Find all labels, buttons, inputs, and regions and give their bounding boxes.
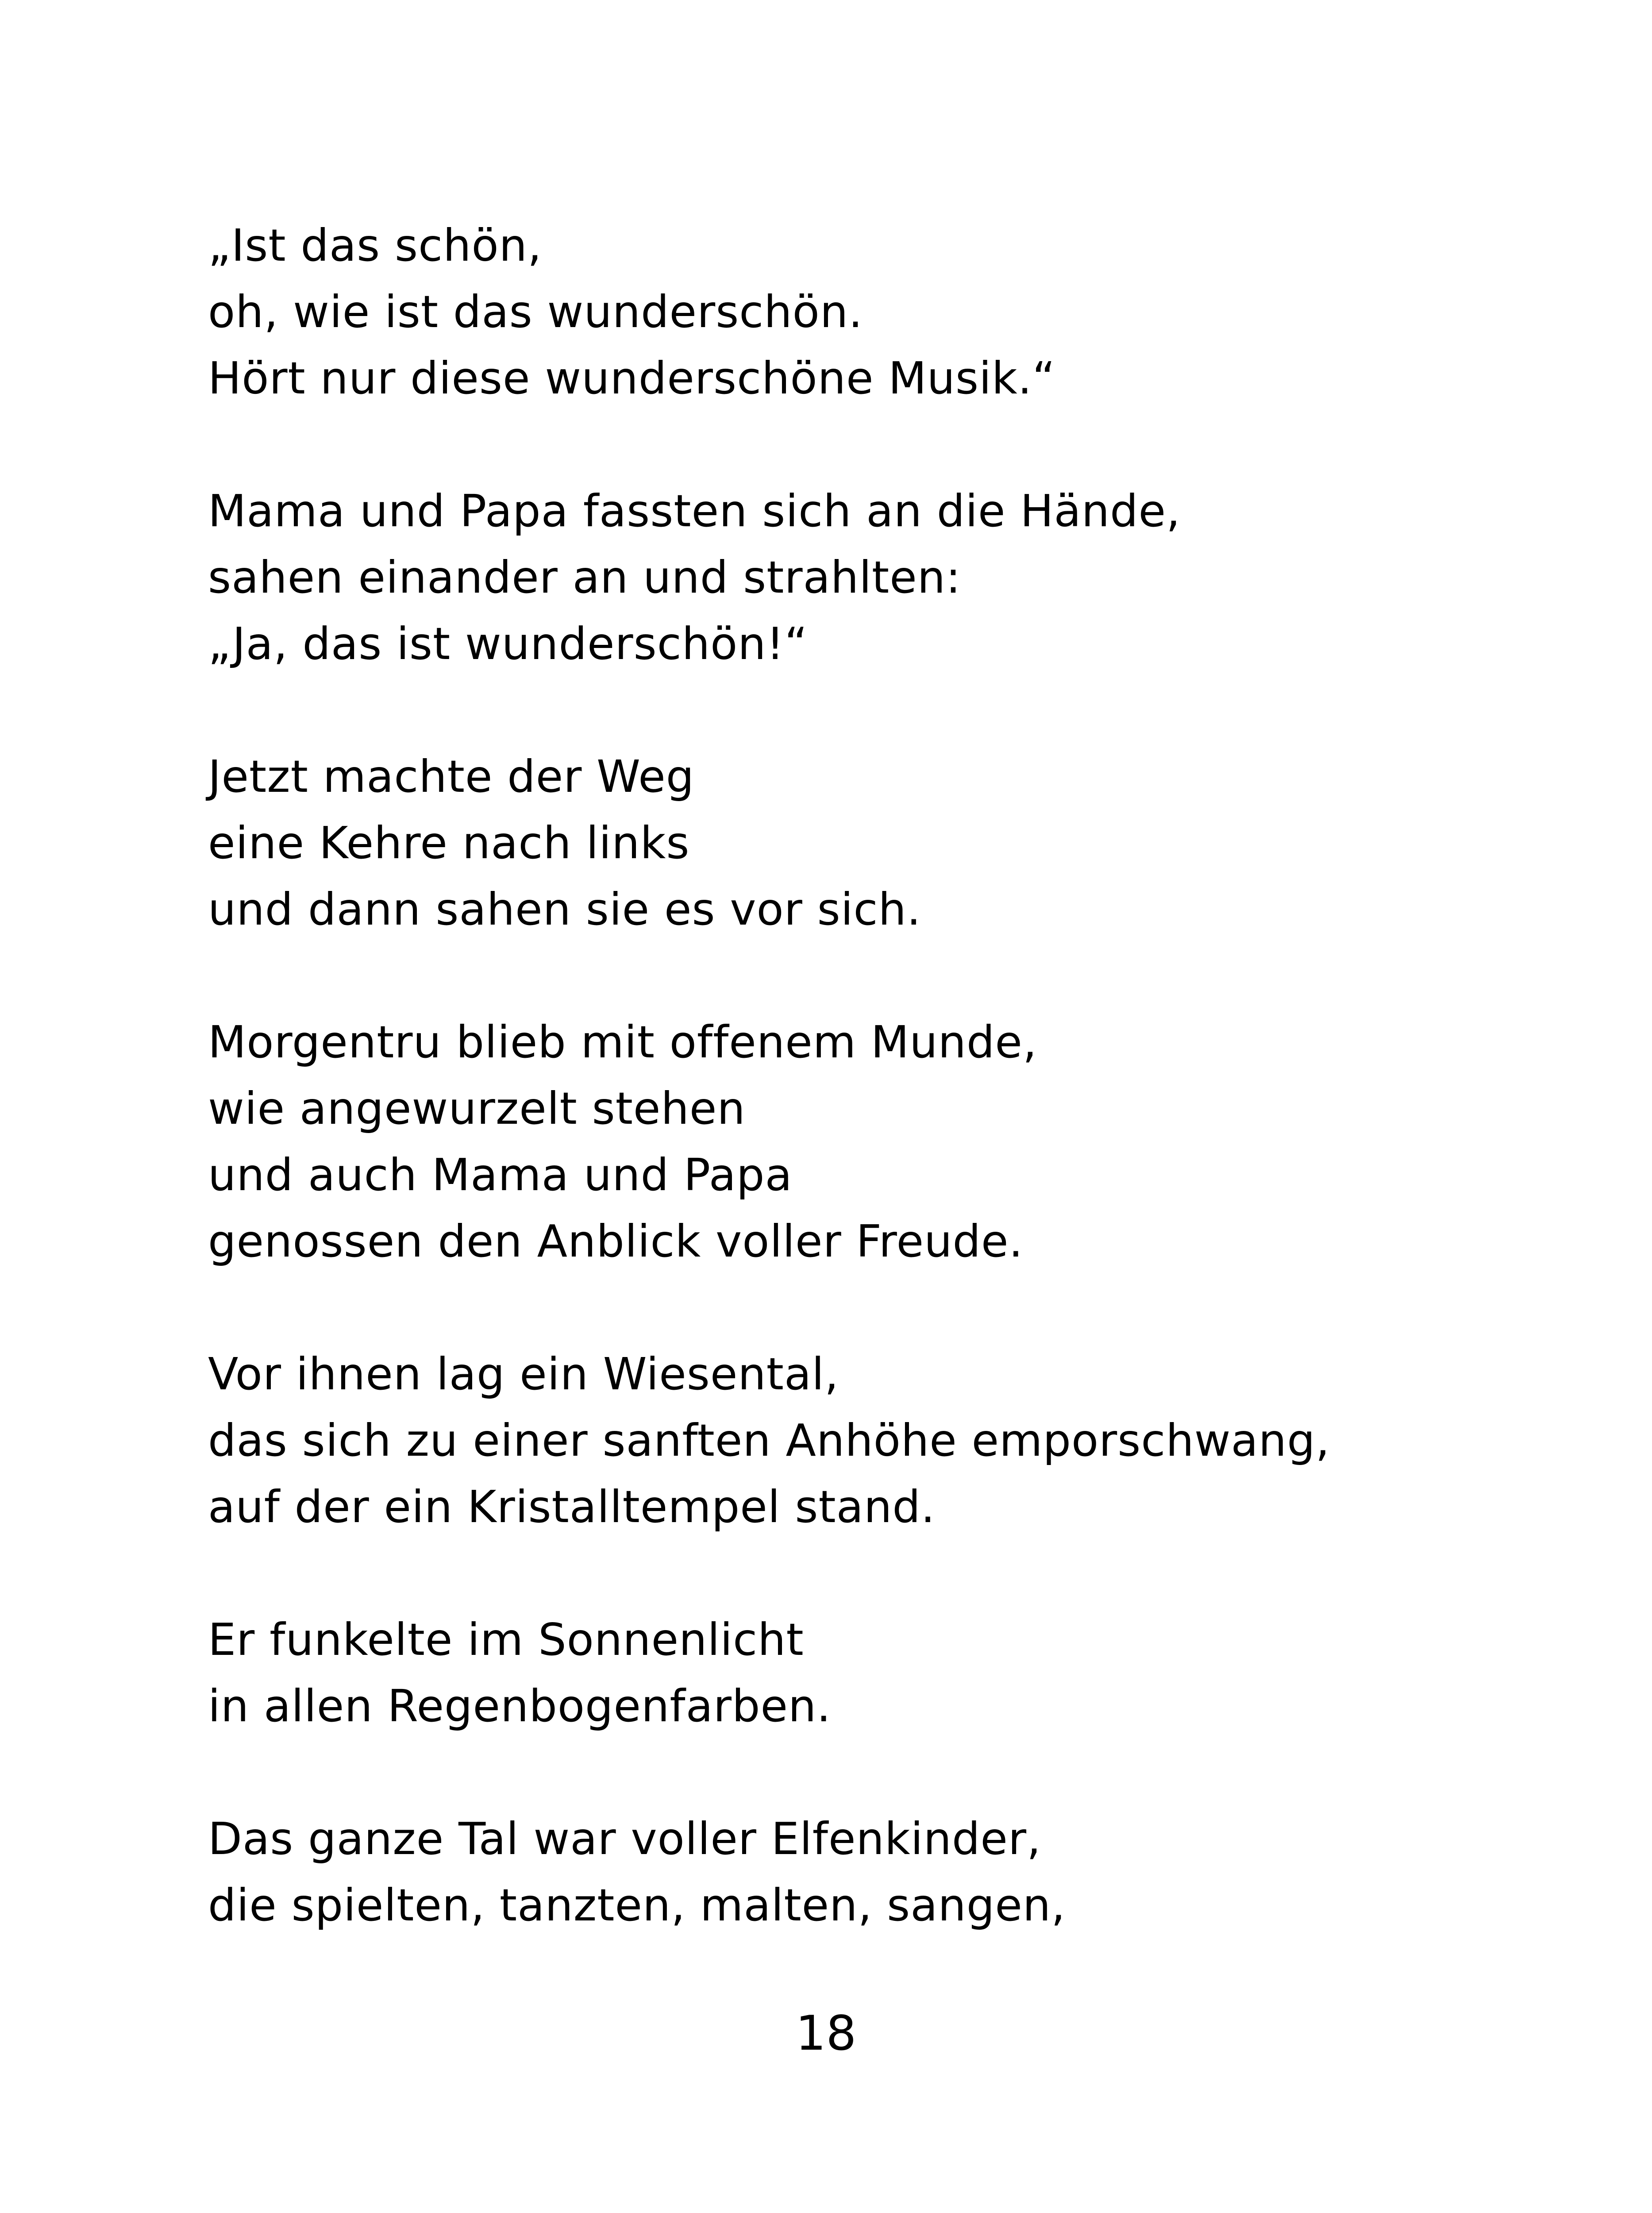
stanza xyxy=(208,1806,1536,1939)
text-line: sahen einander an und strahlten: xyxy=(208,551,961,603)
page-number: 18 xyxy=(795,2006,857,2061)
stanza xyxy=(208,478,1536,677)
text-line: Mama und Papa fassten sich an die Hände, xyxy=(208,485,1181,537)
text-line: und dann sahen sie es vor sich. xyxy=(208,883,921,935)
stanza xyxy=(208,744,1536,943)
text-line: Jetzt machte der Weg xyxy=(208,751,695,802)
text-line: wie angewurzelt stehen xyxy=(208,1083,746,1134)
text-line: Hört nur diese wunderschöne Musik.“ xyxy=(208,352,1056,404)
story-text xyxy=(208,212,1536,2005)
stanza xyxy=(208,212,1536,412)
text-line: und auch Mama und Papa xyxy=(208,1149,793,1201)
text-line: das sich zu einer sanften Anhöhe emporschwang, xyxy=(208,1415,1330,1466)
text-line: Vor ihnen lag ein Wiesental, xyxy=(208,1348,839,1400)
stanza xyxy=(208,1607,1536,1739)
stanza xyxy=(208,1009,1536,1275)
text-line: Morgentru blieb mit offenem Munde, xyxy=(208,1016,1037,1068)
text-line: Er funkelte im Sonnenlicht xyxy=(208,1614,804,1666)
text-line: auf der ein Kristalltempel stand. xyxy=(208,1481,936,1533)
text-line: „Ja, das ist wunderschön!“ xyxy=(208,618,808,670)
text-line: eine Kehre nach links xyxy=(208,817,690,869)
text-line: Das ganze Tal war voller Elfenkinder, xyxy=(208,1813,1041,1865)
text-line: genossen den Anblick voller Freude. xyxy=(208,1215,1024,1267)
text-line: in allen Regenbogenfarben. xyxy=(208,1680,832,1732)
text-line: „Ist das schön, xyxy=(208,220,542,271)
text-line: die spielten, tanzten, malten, sangen, xyxy=(208,1879,1066,1931)
stanza xyxy=(208,1341,1536,1540)
text-line: oh, wie ist das wunderschön. xyxy=(208,286,863,338)
